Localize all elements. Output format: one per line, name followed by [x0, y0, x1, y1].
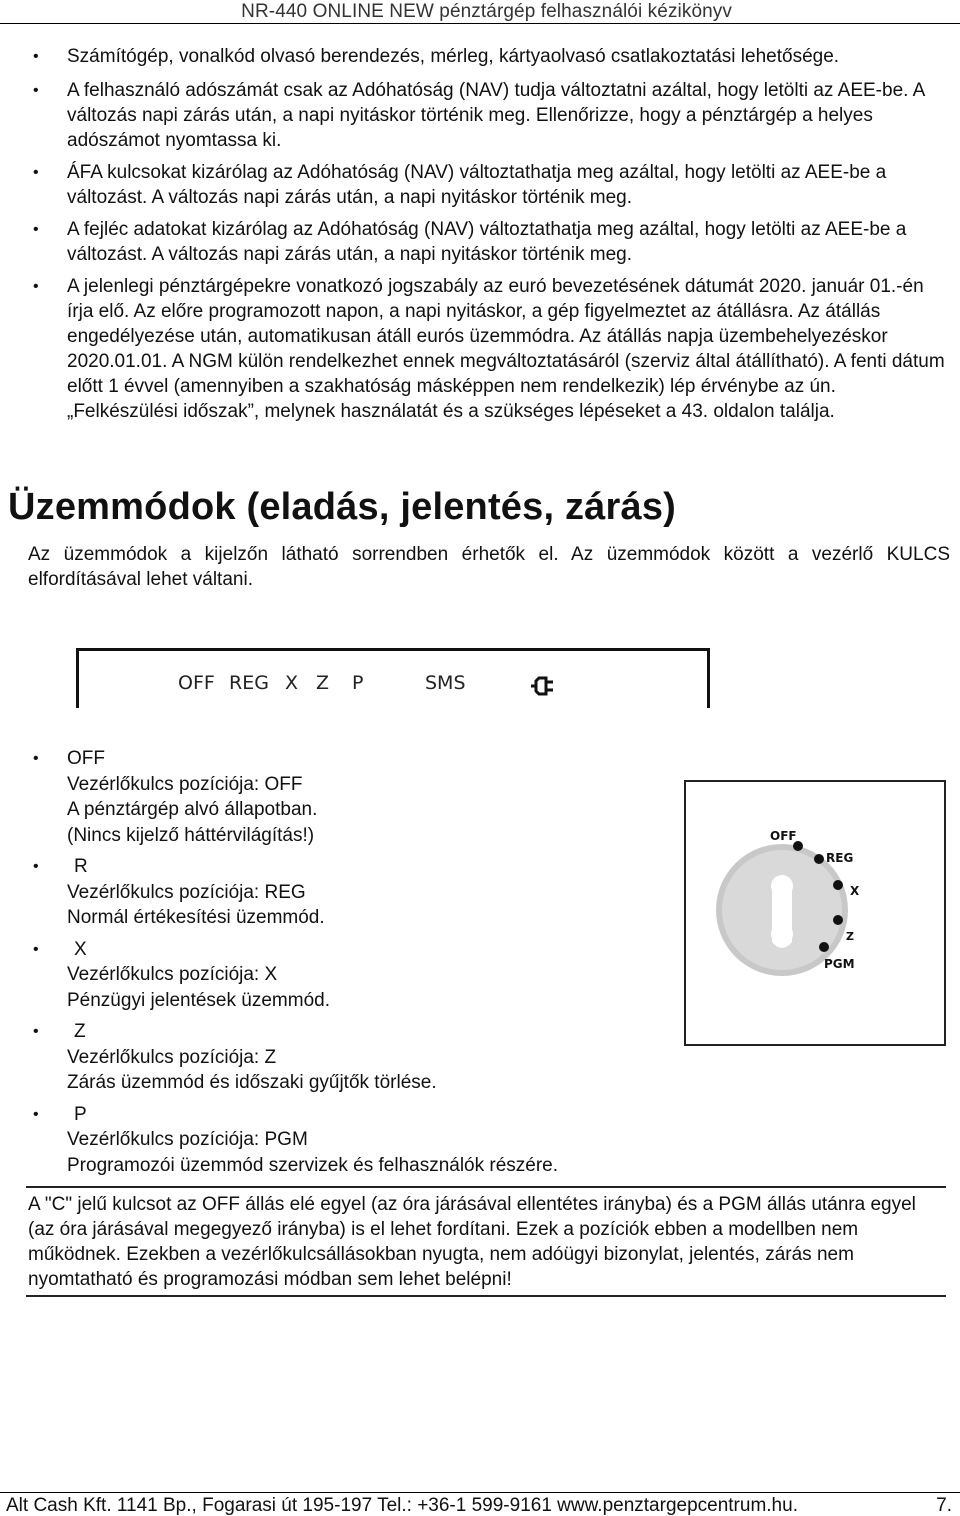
list-item: • A felhasználó adószámát csak az Adóhatóság (NAV) tudja változtatni azáltal, hogy letölti az AEE-be. A változás napi zárás után, a napi nyitáskor történik meg. Ellenőrizze, hogy a pénztárgép a helyes adószámot nyomtassa ki.: [30, 78, 950, 153]
list-item: • ÁFA kulcsokat kizárólag az Adóhatóság (NAV) változtathatja meg azáltal, hogy letölti az AEE-be a változást. A változás napi zárás után, a napi nyitáskor történik meg.: [30, 160, 950, 210]
footer-contact: Alt Cash Kft. 1141 Bp., Fogarasi út 195-197 Tel.: +36-1 599-9161 www.penztargepcentrum.hu.: [6, 1495, 798, 1516]
mode-line: Vezérlőkulcs pozíciója: REG: [67, 881, 306, 903]
mode-line: A pénztárgép alvó állapotban.: [67, 799, 318, 820]
mode-line: Vezérlőkulcs pozíciója: PGM: [67, 1129, 308, 1150]
mode-line: Zárás üzemmód és időszaki gyűjtők törlése.: [67, 1072, 437, 1093]
key-switch-panel: [684, 780, 946, 1046]
plug-icon: [528, 674, 558, 698]
mode-line: Programozói üzemmód szervizek és felhasználók részére.: [67, 1154, 559, 1176]
mode-item-pgm: [30, 1102, 650, 1179]
display-mode-labels: [0, 672, 960, 700]
mode-key: • R: [74, 856, 88, 877]
page-number: 7.: [936, 1495, 952, 1516]
mode-line: Vezérlőkulcs pozíciója: Z: [67, 1046, 277, 1068]
mode-key: • Z: [74, 1021, 86, 1042]
page-footer: [0, 1492, 960, 1516]
display-label-reg: REG: [229, 672, 269, 694]
list-item: • Számítógép, vonalkód olvasó berendezés, mérleg, kártyaolvasó csatlakoztatási lehetősége.: [30, 44, 950, 69]
display-label-z: Z: [316, 672, 330, 694]
mode-key: • X: [74, 938, 87, 960]
mode-item-z: [30, 1019, 650, 1096]
mode-key: • OFF: [67, 748, 105, 769]
header-title: NR-440 ONLINE NEW pénztárgép felhasználói kézikönyv: [241, 1, 732, 22]
list-item: • A fejléc adatokat kizárólag az Adóhatóság (NAV) változtathatja meg azáltal, hogy letölti az AEE-be a változást. A változás napi zárás után, a napi nyitáskor történik meg.: [30, 217, 950, 267]
mode-line: (Nincs kijelző háttérvilágítás!): [67, 824, 315, 846]
note-text: A "C" jelű kulcsot az OFF állás elé egyel (az óra járásával ellentétes irányba) és a PGM állás utánra egyel (az óra járásával megegyező irányba) is el lehet fordítani. Ezek a pozíciók ebben a modellben nem működnek. Ezekben a vezérlőkulcsállásokban nyugta, nem adóügyi bizonylat, jelentés, zárás nem nyomtatható és programozási módban sem lehet belépni!: [28, 1194, 916, 1290]
mode-item-off: [30, 746, 650, 848]
mode-item-reg: [30, 854, 650, 931]
key-position-z: Z: [846, 930, 854, 943]
key-position-x: X: [850, 884, 860, 898]
mode-key: • P: [74, 1103, 87, 1125]
list-item: • A jelenlegi pénztárgépekre vonatkozó jogszabály az euró bevezetésének dátumát 2020. január 01.-én írja elő. Az előre programozott napon, a napi nyitáskor, a gép figyelmeztet az átállásra. Az átállás engedélyezése után, automatikusan átáll eurós üzemmódra. Az átállás napja üzembehelyezéskor 2020.01.01. A NGM külön rendelkezhet ennek megváltoztatásáról (szerviz által átállítható). A fenti dátum előtt 1 évvel (amennyiben a szakhatóság másképpen nem rendelkezik) lép érvénybe az ún. „Felkészülési időszak”, melynek használatát és a szükséges lépéseket a 43. oldalon találja.: [30, 274, 950, 424]
display-label-off: OFF: [178, 672, 215, 694]
section-title: Üzemmódok (eladás, jelentés, zárás): [8, 486, 677, 528]
mode-line: Vezérlőkulcs pozíciója: OFF: [67, 773, 303, 795]
display-label-x: X: [285, 672, 299, 694]
section-intro: Az üzemmódok a kijelzőn látható sorrendben érhetők el. Az üzemmódok között a vezérlő KULCS elfordításával lehet váltani.: [28, 544, 950, 590]
mode-line: Pénzügyi jelentések üzemmód.: [67, 989, 330, 1011]
key-position-off: OFF: [770, 829, 797, 843]
mode-item-x: [30, 937, 650, 1014]
mode-list: [30, 746, 650, 1184]
mode-line: Vezérlőkulcs pozíciója: X: [67, 964, 278, 985]
note-box: [26, 1186, 946, 1297]
key-position-reg: REG: [826, 851, 854, 865]
mode-line: Normál értékesítési üzemmód.: [67, 907, 325, 928]
display-label-sms: SMS: [425, 672, 466, 694]
feature-list: [30, 44, 950, 431]
page-header: [0, 0, 960, 24]
display-label-p: P: [352, 672, 364, 694]
key-position-pgm: PGM: [824, 957, 855, 971]
key-switch-icon: [686, 782, 944, 1044]
